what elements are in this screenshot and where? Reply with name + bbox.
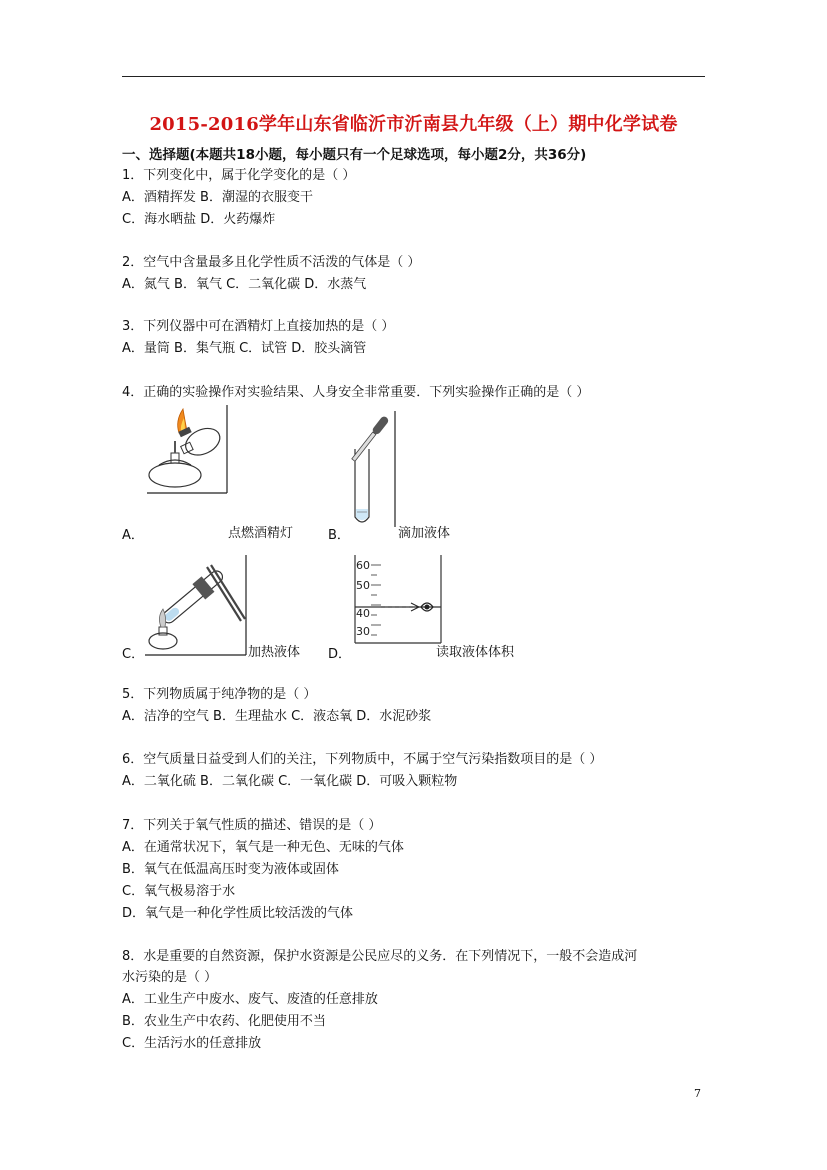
q7-option-d: D．氧气是一种化学性质比较活泼的气体 bbox=[122, 906, 354, 921]
q8-option-b: B．农业生产中农药、化肥使用不当 bbox=[122, 1014, 326, 1029]
q8-option-a: A．工业生产中废水、废气、废渣的任意排放 bbox=[122, 992, 378, 1007]
page-number: 7 bbox=[694, 1087, 701, 1100]
q7-option-a: A．在通常状况下，氧气是一种无色、无味的气体 bbox=[122, 840, 404, 855]
page-title: 2015-2016学年山东省临沂市沂南县九年级（上）期中化学试卷 bbox=[149, 114, 678, 135]
cylinder-tick-50: 50 bbox=[356, 579, 370, 592]
q1-options-cd: C．海水晒盐 D．火药爆炸 bbox=[122, 212, 276, 227]
q7-stem: 7．下列关于氧气性质的描述、错误的是（ ） bbox=[122, 818, 382, 833]
q4-stem: 4．正确的实验操作对实验结果、人身安全非常重要．下列实验操作正确的是（ ） bbox=[122, 385, 590, 400]
figure-heating-tube bbox=[145, 555, 248, 657]
q3-options: A．量筒 B．集气瓶 C．试管 D．胶头滴管 bbox=[122, 341, 367, 356]
figure-lighting-lamp bbox=[145, 403, 230, 495]
cylinder-tick-60: 60 bbox=[356, 559, 370, 572]
cylinder-tick-30: 30 bbox=[356, 625, 370, 638]
q5-stem: 5．下列物质属于纯净物的是（ ） bbox=[122, 687, 317, 702]
q1-stem: 1．下列变化中，属于化学变化的是（ ） bbox=[122, 168, 356, 183]
figure-dropper-tube bbox=[347, 409, 397, 529]
q4-option-d-text: 读取液体体积 bbox=[436, 645, 515, 660]
q4-option-b-text: 滴加液体 bbox=[398, 526, 451, 541]
q1-options-ab: A．酒精挥发 B．潮湿的衣服变干 bbox=[122, 190, 313, 205]
q2-options: A．氮气 B．氧气 C．二氧化碳 D．水蒸气 bbox=[122, 277, 367, 292]
q8-option-c: C．生活污水的任意排放 bbox=[122, 1036, 262, 1051]
q4-option-c-text: 加热液体 bbox=[248, 645, 301, 660]
q4-option-a-text: 点燃酒精灯 bbox=[228, 526, 294, 541]
q4-option-c-letter: C． bbox=[122, 647, 145, 662]
q3-stem: 3．下列仪器中可在酒精灯上直接加热的是（ ） bbox=[122, 319, 395, 334]
q4-option-b-letter: B． bbox=[328, 528, 350, 543]
q4-option-a-letter: A． bbox=[122, 528, 144, 543]
q5-options: A．洁净的空气 B．生理盐水 C．液态氧 D．水泥砂浆 bbox=[122, 709, 432, 724]
q8-stem-line2: 水污染的是（ ） bbox=[122, 970, 218, 985]
cylinder-tick-40: 40 bbox=[356, 607, 370, 620]
q4-option-d-letter: D． bbox=[328, 647, 352, 662]
header-rule bbox=[122, 76, 705, 77]
q6-options: A．二氧化硫 B．二氧化碳 C．一氧化碳 D．可吸入颗粒物 bbox=[122, 774, 458, 789]
q6-stem: 6．空气质量日益受到人们的关注，下列物质中，不属于空气污染指数项目的是（ ） bbox=[122, 752, 603, 767]
q7-option-b: B．氧气在低温高压时变为液体或固体 bbox=[122, 862, 339, 877]
figure-reading-cylinder bbox=[345, 555, 445, 645]
section-header: 一、选择题(本题共18小题，每小题只有一个足球选项，每小题2分，共36分) bbox=[122, 147, 587, 163]
q2-stem: 2．空气中含量最多且化学性质不活泼的气体是（ ） bbox=[122, 255, 421, 270]
q7-option-c: C．氧气极易溶于水 bbox=[122, 884, 236, 899]
q8-stem-line1: 8．水是重要的自然资源，保护水资源是公民应尽的义务．在下列情况下，一般不会造成河 bbox=[122, 949, 638, 964]
